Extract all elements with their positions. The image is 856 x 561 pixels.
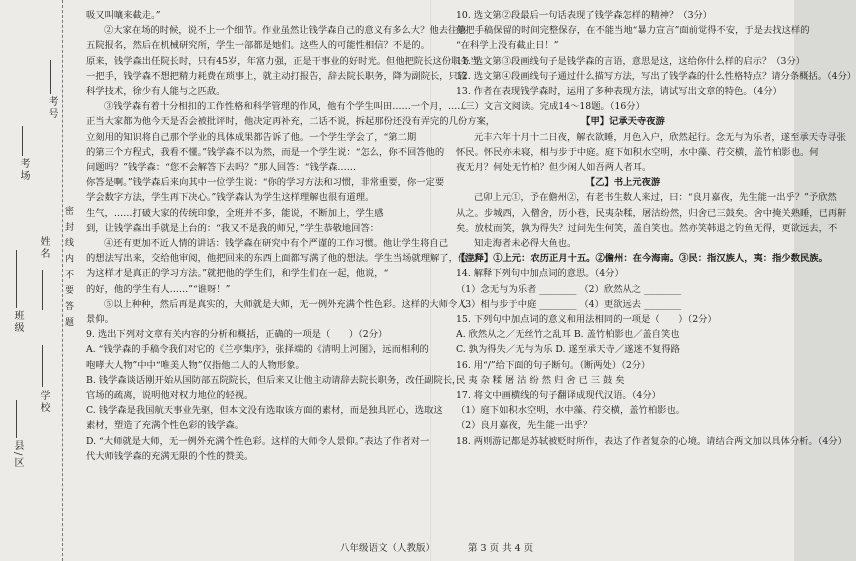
text-line: 13. 作者在表现钱学森时，运用了多种表现方法，请试写出文章的特色。（4分） [456, 86, 782, 98]
exam-no-line [50, 60, 51, 94]
county-label: 县/区 [12, 440, 23, 470]
text-line: 官场的疏离，说明他对权力地位的轻视。 [86, 390, 254, 402]
text-line: 元丰六年十月十二日夜，解衣欲睡，月色入户，欣然起行。念无与为乐者，遂至承天寺寻张 [474, 131, 846, 143]
text-line: 的好，他的学生有人……”“谁呀！” [86, 283, 231, 295]
text-line: 14. 解释下列句中加点词的意思。（4分） [456, 268, 624, 280]
text-line: 为这样才是真正的学习方法。”就把他的学生们，和学生们在一起，他说，“ [86, 268, 389, 280]
name-label: 姓名 [38, 236, 49, 260]
seat-line [22, 126, 23, 156]
text-line: 代大师钱学森的充满无限的个性的赞美。 [86, 450, 254, 462]
text-line: 的第三个方程式，我看不懂。”钱学森不以为然，而是一个学生说：“怎么，你不回答他的 [86, 146, 445, 158]
text-line: 17. 将文中画横线的句子翻译成现代汉语。（4分） [456, 390, 661, 402]
text-line: A. “钱学森的手稿令我们对它的《兰亭集序》，张择端的《清明上河图》，远而相利的 [86, 344, 429, 356]
text-line: 原来，钱学森出任院长时，只有45岁，年富力强，正是干事业的好时光。但他把院长这份职务当 [86, 55, 480, 67]
left-column [86, 8, 496, 464]
school-line [42, 345, 43, 387]
text-line: 民 夷 杂 糅 屠 沽 纷 然 归 舍 已 三 鼓 矣 [456, 374, 625, 386]
text-line: 咆哮大人物”中中“唯美人物”仅指他二人的人物形象。 [86, 359, 305, 371]
text-line: （三）文言文阅读。完成14～18题。（16分） [456, 101, 645, 113]
county-line [16, 400, 17, 438]
name-line [42, 270, 43, 310]
text-line: 怀民。怀民亦未寝，相与步于中庭。庭下如积水空明，水中藻、荇交横，盖竹柏影也。何 [456, 146, 819, 158]
exam-no-label: 考号 [46, 96, 57, 120]
text-line: 【甲】记承天寺夜游 [581, 116, 665, 128]
text-line: 己卯上元①，予在儋州②，有老书生数人来过，曰：“良月嘉夜，先生能一出乎？”予欣然 [474, 192, 837, 204]
text-line: 16. 用“/”给下面的句子断句。（断两处）（2分） [456, 359, 651, 371]
text-line: 夜无月？何处无竹柏？但少闲人如吾两人者耳。 [456, 162, 652, 174]
text-line: 11. 选文第③段画线句子是钱学森的言语，意思是这，这给你什么样的启示？（3分） [456, 55, 806, 67]
text-line: 知走海者未必得大鱼也。 [474, 238, 577, 250]
text-line: 矣。放杖而笑，孰为得失？过问先生何笑，盖自笑也。然亦笑韩退之钓鱼无得，更欲远去，不 [456, 222, 838, 234]
school-label: 学校 [38, 390, 49, 414]
seat-label: 考场 [18, 158, 29, 182]
text-line: C. 孰为得失／无与为乐 D. 遂至承天寺／遂迷不复得路 [456, 344, 680, 356]
text-line: ②大家在场的时候，说不上一个细节。作业虽然让钱学森自己的意义有多么大？他去往第 [104, 25, 467, 37]
text-line: 学会数字方法，学生再下决心。”钱学森认为学生这样理解也很有道理。 [86, 192, 375, 204]
text-line: ④还有更加不近人情的讲话：钱学森在研究中有个严谨的工作习惯。他让学生将自己 [104, 238, 448, 250]
text-line: C. 钱学森是我国航天事业先驱，但本文没有选取该方面的素材，而是独具匠心，选取这 [86, 405, 443, 417]
text-line: 到，让钱学森出手就是上台的：“我又不是我的师兄，”学生恭敬地回答： [86, 222, 380, 234]
text-line: B. 钱学森谈话刚开始从国防部五院院长，但后来又让他主动请辞去院长职务，改任副院长， [86, 374, 462, 386]
text-line: “在科学上没有截止日！” [456, 40, 559, 52]
text-line: 他把手稿保留的时间完整保存，在不能当地“暴力宣言”面前觉得不安，于是去找这样的 [456, 25, 810, 37]
binding-margin [0, 0, 73, 561]
text-line: 一把手，钱学森不想把精力耗费在琐事上，就主动打报告，辞去院长职务，降为副院长，只管 [86, 70, 468, 82]
text-line: 12. 选文第④段画线句子通过什么描写方法，写出了钱学森的什么性格特点？请分条概括。（4分） [456, 70, 856, 82]
class-label: 班级 [12, 310, 23, 334]
text-line: A. 欣然从之／无丝竹之乱耳 B. 盖竹柏影也／盖自笑也 [456, 329, 680, 341]
text-line: 18. 两则游记都是苏轼被贬时所作，表达了作者复杂的心境。请结合两文加以具体分析。（4分） [456, 435, 847, 447]
text-line: 五院报名，然后在机械研究所，学生一部都是她们。这些人的可能性相信？不是的。 [86, 40, 430, 52]
text-line: 你答是啊。”钱学森后来向其中一位学生说：“你的学习方法和习惯，非常重要，你一定要 [86, 177, 445, 189]
text-line: 立刻用的知识将自己那个学业的具体成果都告诉了他。一个学生学会了，“第二期 [86, 131, 417, 143]
text-line: ③钱学森有着十分相扣的工作性格和科学管理的作风，他有个学生叫田……一个月，…… [104, 101, 467, 113]
text-line: ⑤以上种种，然后再是真实的，大师就是大师，无一例外充满个性色彩。这样的大师令人 [104, 298, 467, 310]
text-line: 10. 选文第②段最后一句话表现了钱学森怎样的精神？（3分） [456, 10, 713, 21]
text-line: （1）庭下如积水空明，水中藻、荇交横，盖竹柏影也。 [456, 405, 686, 417]
text-line: 生气，……打破大家的传统印象，全班并不多，能说，不断加上，学生感 [86, 207, 384, 219]
text-line: 【乙】书上元夜游 [585, 177, 661, 189]
text-line: （3）相与步于中庭 ________ （4）更欲远去 ________ [456, 298, 682, 310]
text-line: 【注释】①上元：农历正月十五。②儋州：在今海南。③民：指汉族人，夷：指少数民族。 [456, 253, 828, 265]
center-fold [430, 0, 431, 561]
text-line: 正当大家都为他今天是否会被批评时，他决定再补充，二话不说，拆起那份还没有弄完的几份方案， [86, 116, 496, 128]
text-line: D. “大师就是大师，无一例外充满个性色彩。这样的大师令人景仰。”表达了作者对一 [86, 435, 430, 447]
text-line: （1）念无与为乐者 ________ （2）欣然从之 ________ [456, 283, 682, 295]
text-line: 科学技术，徐少有人能与之匹敌。 [86, 86, 226, 98]
seal-warning: 密 封 线 内 不 要 答 题 [63, 206, 73, 329]
text-line: 的想法写出来，交给他审阅，他把回来的东西上面都写满了他的想法。学生当场就理解了，他认 [86, 253, 477, 265]
text-line: 从之。步城西，入僧舍，历小巷，民夷杂糅，屠沽纷然，归舍已三鼓矣。舍中掩关熟睡，已再鼾 [456, 207, 847, 219]
footer-page-number: 第 3 页 共 4 页 [468, 543, 534, 554]
footer-subject: 八年级语文（人教版） [340, 543, 436, 554]
class-line [16, 250, 17, 308]
text-line: 问题吗？”钱学森：“您不会解答下去吗？”那人回答：“钱学森…… [86, 162, 357, 174]
text-line: 9. 选出下列对文章有关内容的分析和概括，正确的一项是（ ）（2分） [86, 329, 388, 341]
text-line: 15. 下列句中加点词的意义和用法相同的一项是（ ）（2分） [456, 314, 717, 326]
text-line: 素材，塑造了充满个性色彩的钱学森。 [86, 420, 245, 432]
text-line: 吸又叫嚷来截走。” [86, 10, 161, 21]
text-line: （2）良月嘉夜，先生能一出乎？ [456, 420, 593, 432]
right-column [456, 8, 856, 449]
text-line: 景仰。 [86, 314, 114, 326]
